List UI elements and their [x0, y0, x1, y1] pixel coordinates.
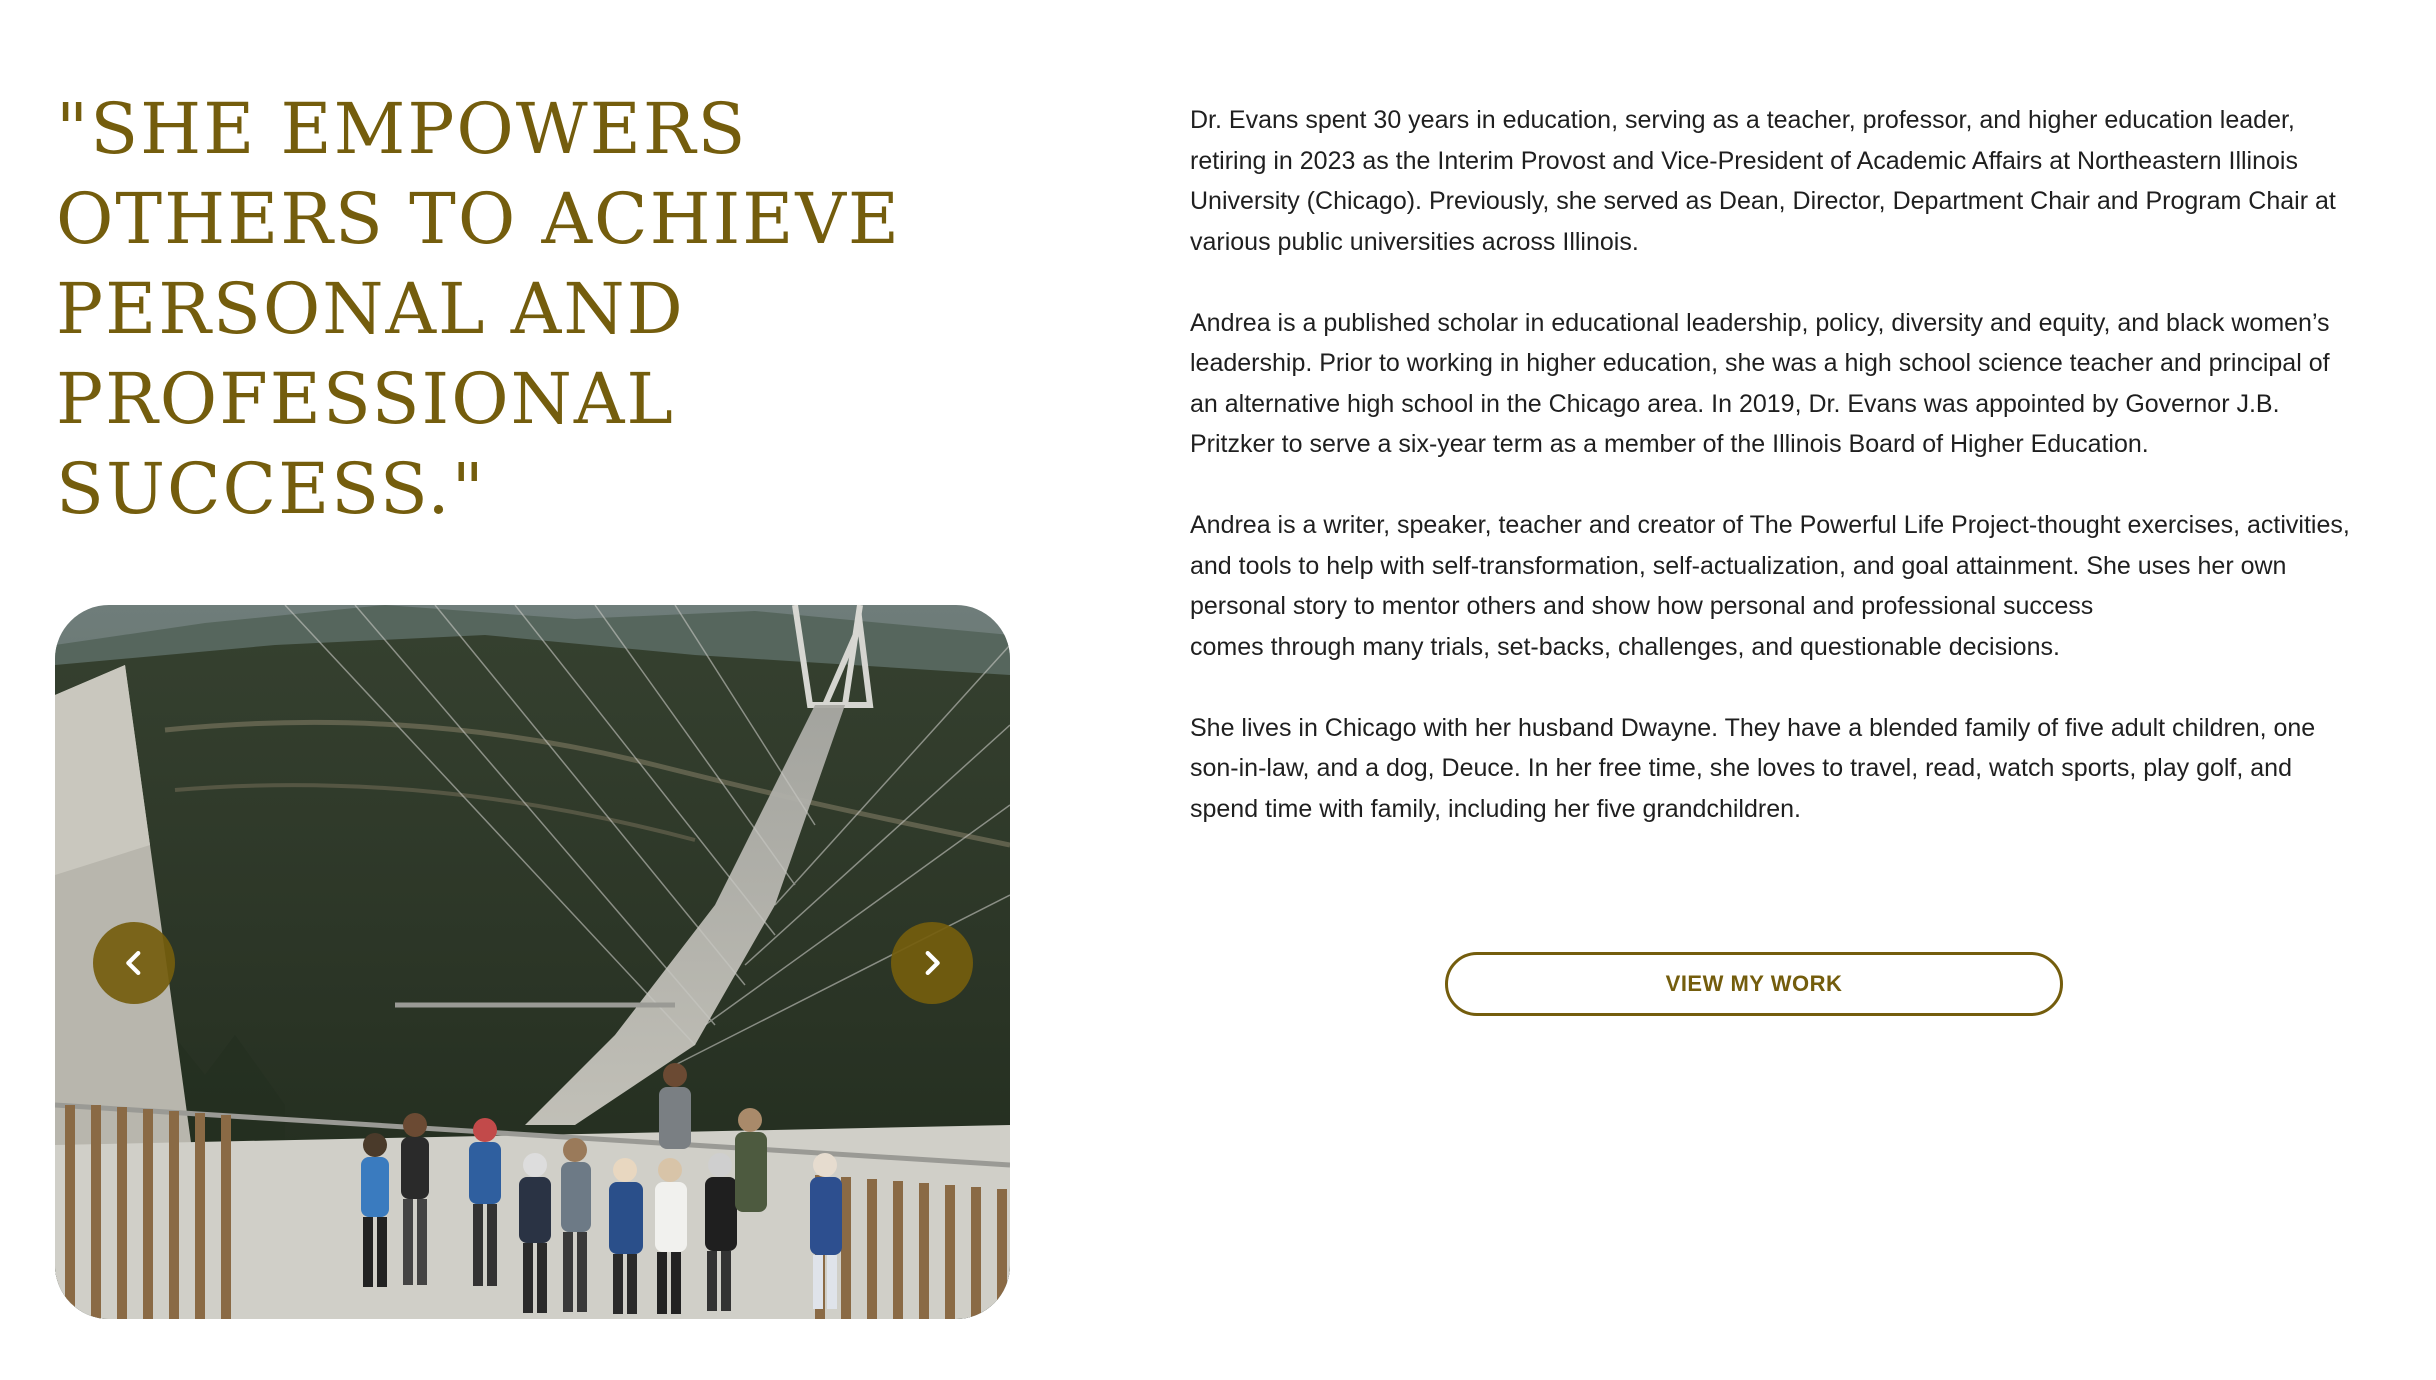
pull-quote: "SHE EMPOWERS OTHERS TO ACHIEVE PERSONAL AND PROFESSIONAL SUCCESS." — [56, 88, 902, 530]
image-slider[interactable] — [55, 605, 1010, 1319]
slider-next-button[interactable] — [891, 922, 973, 1004]
slider-prev-button[interactable] — [93, 922, 175, 1004]
view-my-work-button[interactable]: VIEW MY WORK — [1445, 952, 2063, 1016]
bio-paragraph: Andrea is a writer, speaker, teacher and creator of The Powerful Life Project-thought exercises, activities, and tools to help with self-transformation, self-actualization, and goal attainment. She uses her own personal story to mentor others and show how personal and professional success comes through many trials, set-backs, challenges, and questionable decisions. — [1190, 511, 2350, 661]
bio-paragraph: She lives in Chicago with her husband Dwayne. They have a blended family of five adult children, one son-in-law, and a dog, Deuce. In her free time, she loves to travel, read, watch sports, play golf, and spend time with family, including her five grandchildren. — [1190, 713, 2316, 823]
chevron-right-icon — [915, 946, 949, 980]
bio-paragraph: Andrea is a published scholar in educational leadership, policy, diversity and equity, and black women’s leadership. Prior to working in higher education, she was a high school science teacher and principal of an alternative high school in the Chicago area. In 2019, Dr. Evans was appointed by Governor J.B. Pritzker to serve a six-year term as a member of the Illinois Board of Higher Education. — [1190, 308, 2330, 458]
bio-paragraph: Dr. Evans spent 30 years in education, serving as a teacher, professor, and higher education leader, retiring in 2023 as the Interim Provost and Vice-President of Academic Affairs at Northeastern Illinois University (Chicago). Previously, she served as Dean, Director, Department Chair and Program Chair at various public universities across Illinois. — [1190, 106, 2336, 256]
bio-text — [1190, 100, 2350, 870]
chevron-left-icon — [117, 946, 151, 980]
slide-image-suspension-bridge — [55, 605, 1010, 1319]
